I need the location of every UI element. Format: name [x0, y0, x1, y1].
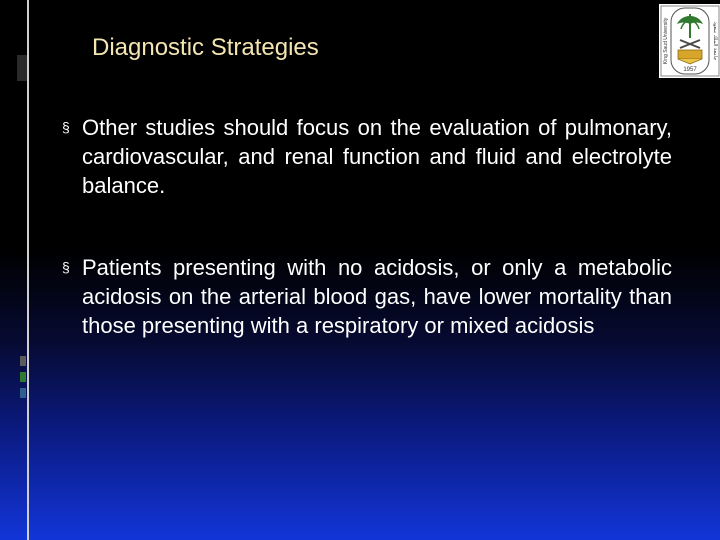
left-rule: [27, 0, 29, 540]
bullet-item: [62, 253, 672, 340]
left-accent-gray: [20, 356, 26, 366]
bullet-text: Other studies should focus on the evaluation of pulmonary, cardiovascular, and renal function and fluid and electrolyte balance.: [82, 115, 672, 198]
svg-text:جامعة الملك سعود: جامعة الملك سعود: [712, 21, 718, 61]
bullet-list: [62, 113, 672, 340]
bullet-marker: §: [62, 119, 70, 135]
svg-text:King Saud University: King Saud University: [663, 17, 669, 65]
bullet-item: [62, 113, 672, 200]
left-block: [17, 55, 27, 81]
slide-title: Diagnostic Strategies: [92, 34, 319, 61]
bullet-marker: §: [62, 259, 70, 275]
left-accent-blue: [20, 388, 26, 398]
left-accent-green: [20, 372, 26, 382]
bullet-text: Patients presenting with no acidosis, or only a metabolic acidosis on the arterial blood gas, have lower mortality than those presenting with a respiratory or mixed acidosis: [82, 255, 672, 338]
svg-text:1957: 1957: [683, 67, 697, 73]
university-seal-icon: [659, 4, 720, 78]
